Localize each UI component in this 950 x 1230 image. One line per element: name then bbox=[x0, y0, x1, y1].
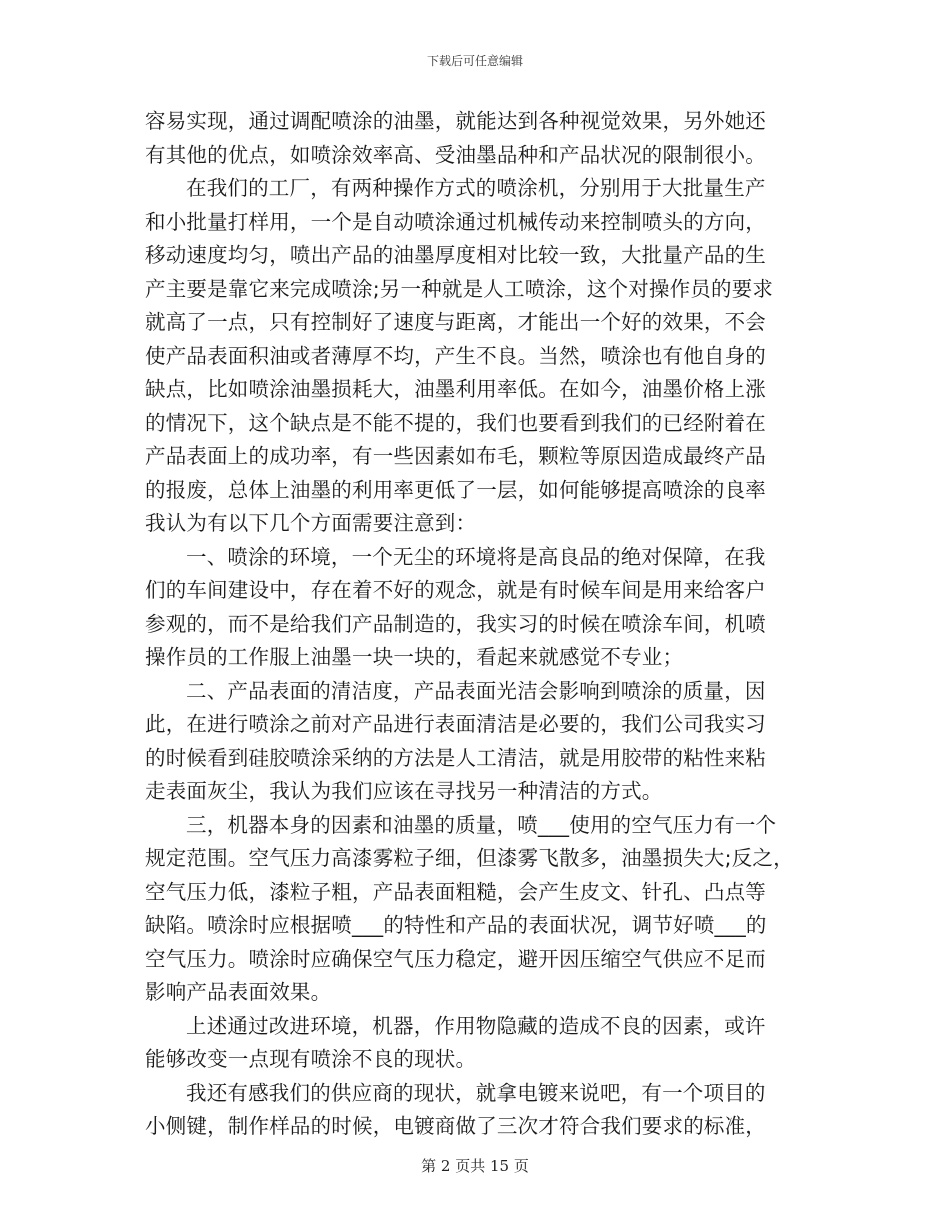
text-line: 此，在进行喷涂之前对产品进行表面清洁是必要的，我们公司我实习 bbox=[145, 712, 766, 736]
text-line: 就高了一点，只有控制好了速度与距离，才能出一个好的效果，不会 bbox=[145, 310, 766, 334]
text-line: 规定范围。空气压力高漆雾粒子细，但漆雾飞散多，油墨损失大;反之， bbox=[145, 846, 794, 870]
text-line: 的情况下，这个缺点是不能不提的，我们也要看到我们的已经附着在 bbox=[145, 410, 766, 435]
text-line: 我还有感我们的供应商的现状，就拿电镀来说吧，有一个项目的 bbox=[186, 1080, 766, 1105]
text-line: 小侧键，制作样品的时候，电镀商做了三次才符合我们要求的标准， bbox=[145, 1114, 766, 1138]
text-line: 缺点，比如喷涂油墨损耗大，油墨利用率低。在如今，油墨价格上涨 bbox=[145, 377, 766, 401]
text-line: 参观的，而不是给我们产品制造的，我实习的时候在喷涂车间，机喷 bbox=[145, 611, 766, 636]
text-line: 的报废，总体上油墨的利用率更低了一层，如何能够提高喷涂的良率 bbox=[145, 477, 766, 502]
document-body bbox=[145, 105, 821, 1144]
text-line: 在我们的工厂，有两种操作方式的喷涂机，分别用于大批量生产 bbox=[186, 176, 766, 200]
text-line: 走表面灰尘，我认为我们应该在寻找另一种清洁的方式。 bbox=[145, 779, 663, 803]
text-line: 使产品表面积油或者薄厚不均，产生不良。当然，喷涂也有他自身的 bbox=[145, 343, 766, 368]
text-line: 缺陷。喷涂时应根据喷___的特性和产品的表面状况，调节好喷___的 bbox=[145, 913, 767, 937]
text-line: 我认为有以下几个方面需要注意到： bbox=[145, 511, 477, 535]
text-line: 二、产品表面的清洁度，产品表面光洁会影响到喷涂的质量，因 bbox=[186, 678, 766, 703]
text-line: 影响产品表面效果。 bbox=[145, 980, 332, 1004]
page-header: 下载后可任意编辑 bbox=[426, 54, 523, 68]
text-line: 容易实现，通过调配喷涂的油墨，就能达到各种视觉效果，另外她还 bbox=[145, 109, 766, 133]
text-line: 的时候看到硅胶喷涂采纳的方法是人工清洁，就是用胶带的粘性来粘 bbox=[145, 745, 766, 770]
text-line: 移动速度均匀，喷出产品的油墨厚度相对比较一致，大批量产品的生 bbox=[145, 243, 766, 267]
text-line: 和小批量打样用，一个是自动喷涂通过机械传动来控制喷头的方向， bbox=[145, 209, 766, 234]
text-line: 能够改变一点现有喷涂不良的现状。 bbox=[145, 1047, 477, 1071]
text-line: 三，机器本身的因素和油墨的质量，喷___使用的空气压力有一个 bbox=[186, 812, 777, 837]
text-line: 产主要是靠它来完成喷涂;另一种就是人工喷涂，这个对操作员的要求 bbox=[145, 276, 774, 301]
text-line: 产品表面上的成功率，有一些因素如布毛，颗粒等原因造成最终产品 bbox=[145, 444, 766, 468]
text-line: 一、喷涂的环境，一个无尘的环境将是高良品的绝对保障，在我 bbox=[186, 544, 766, 569]
text-line: 有其他的优点，如喷涂效率高、受油墨品种和产品状况的限制很小。 bbox=[145, 142, 766, 167]
text-line: 操作员的工作服上油墨一块一块的，看起来就感觉不专业； bbox=[145, 645, 684, 669]
text-line: 空气压力低，漆粒子粗，产品表面粗糙，会产生皮文、针孔、凸点等 bbox=[145, 879, 766, 904]
text-line: 空气压力。喷涂时应确保空气压力稳定，避开因压缩空气供应不足而 bbox=[145, 946, 766, 971]
page-footer: 第 2 页共 15 页 bbox=[421, 1157, 529, 1175]
text-line: 们的车间建设中，存在着不好的观念，就是有时候车间是用来给客户 bbox=[145, 578, 766, 602]
text-line: 上述通过改进环境，机器，作用物隐藏的造成不良的因素，或许 bbox=[186, 1013, 766, 1038]
